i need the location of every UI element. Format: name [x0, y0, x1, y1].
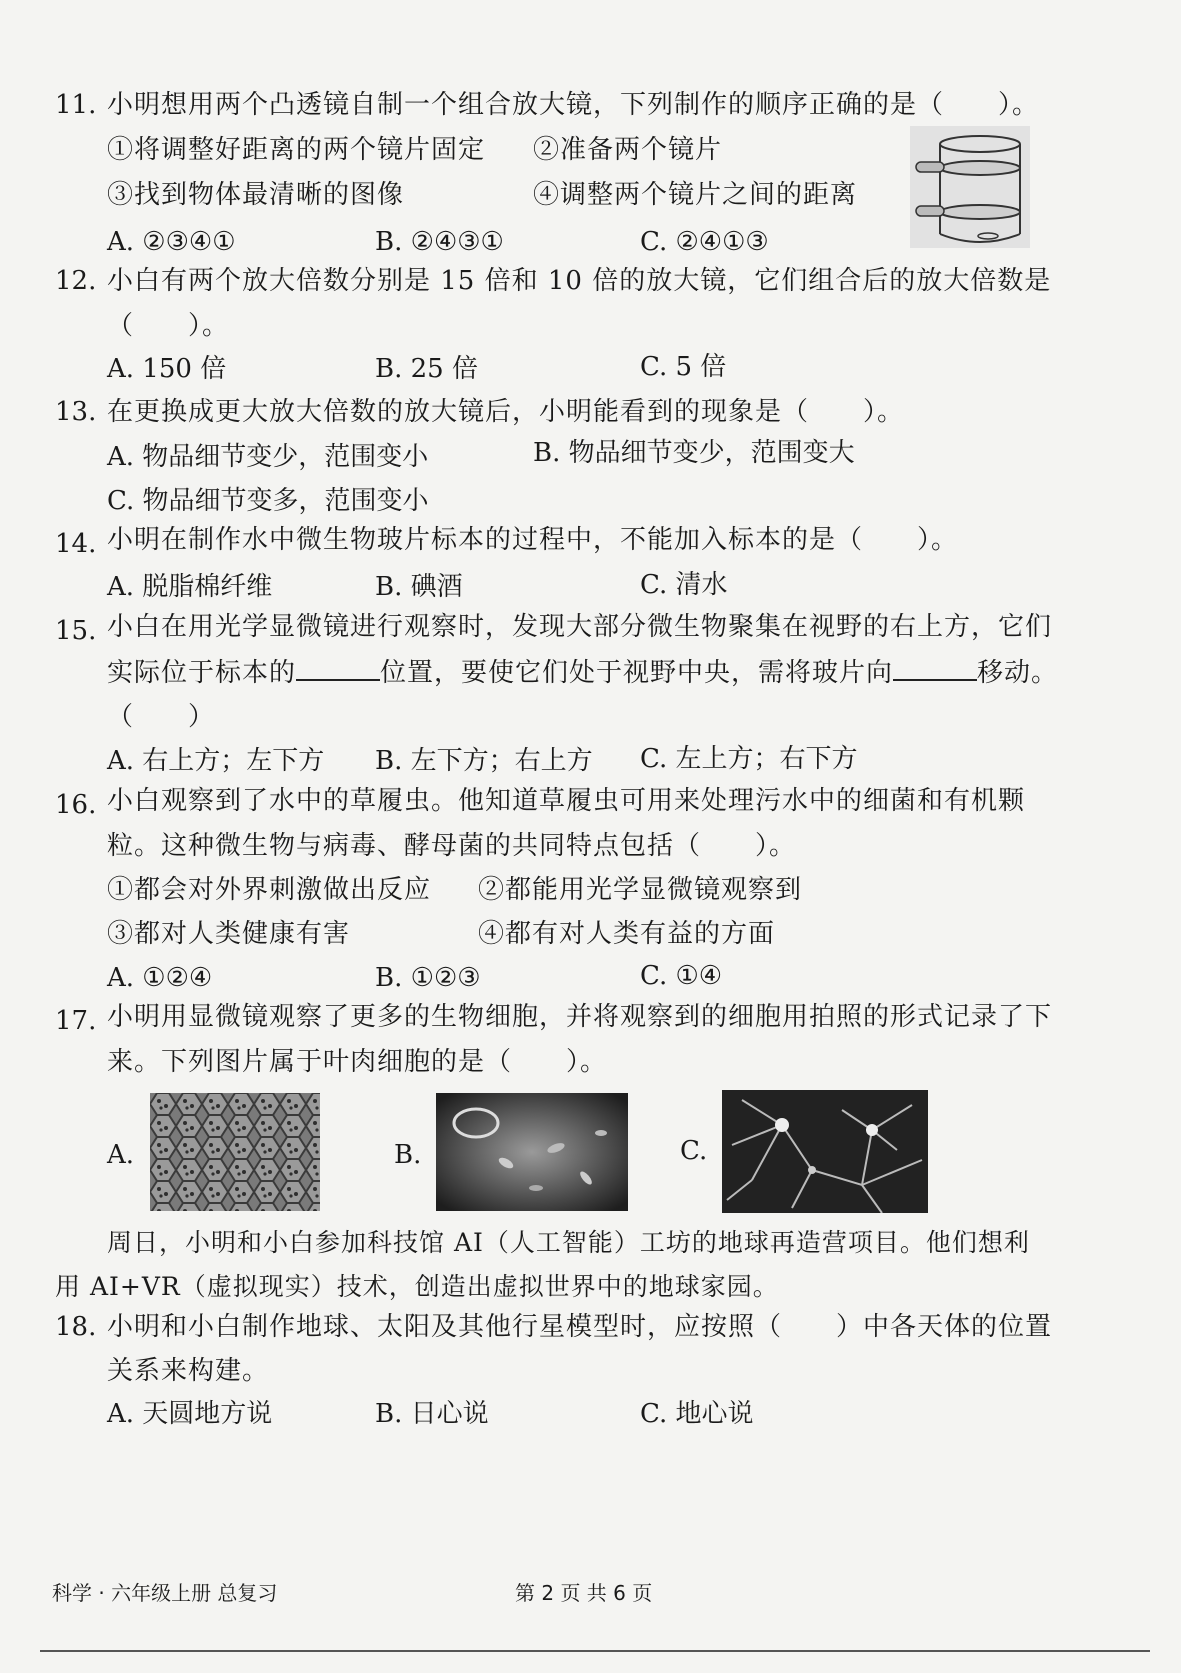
q12-number: 12.: [55, 266, 97, 296]
q18-number: 18.: [55, 1312, 97, 1342]
q14-option-b[interactable]: B. 碘酒: [375, 572, 463, 602]
q11-option-c[interactable]: C. ②④①③: [640, 227, 769, 257]
q11-number: 11.: [55, 90, 97, 120]
q17-image-c-neurons[interactable]: [722, 1090, 928, 1213]
q13-option-b[interactable]: B. 物品细节变少，范围变大: [533, 438, 855, 468]
q17-stem-line2: 来。下列图片属于叶肉细胞的是（ ）。: [107, 1047, 608, 1077]
q11-step-3: ③找到物体最清晰的图像: [107, 180, 405, 210]
q15-stem-line3: （ ）: [107, 702, 216, 732]
q11-step-4: ④调整两个镜片之间的距离: [533, 180, 858, 210]
q15-option-b[interactable]: B. 左下方；右上方: [375, 746, 593, 776]
q12-stem-line2: （ ）。: [107, 311, 230, 341]
q16-stem-line1: 小白观察到了水中的草履虫。他知道草履虫可用来处理污水中的细菌和有机颗: [107, 786, 1026, 816]
q15-stem-part-a: 实际位于标本的: [107, 658, 297, 688]
q17-image-b-microbes[interactable]: [436, 1093, 628, 1211]
q12-stem-line1: 小白有两个放大倍数分别是 15 倍和 10 倍的放大镜，它们组合后的放大倍数是: [107, 266, 1052, 296]
q14-option-a[interactable]: A. 脱脂棉纤维: [107, 572, 273, 602]
q16-option-a[interactable]: A. ①②④: [107, 963, 213, 993]
q16-step-2: ②都能用光学显微镜观察到: [478, 875, 803, 905]
q17-stem-line1: 小明用显微镜观察了更多的生物细胞，并将观察到的细胞用拍照的形式记录了下: [107, 1002, 1053, 1032]
q18-option-a[interactable]: A. 天圆地方说: [107, 1399, 273, 1429]
bottom-edge-line: [40, 1650, 1150, 1652]
q11-stem: 小明想用两个凸透镜自制一个组合放大镜，下列制作的顺序正确的是（ ）。: [107, 90, 1040, 120]
q13-option-c[interactable]: C. 物品细节变多，范围变小: [107, 486, 429, 516]
lens-cylinder-illustration: [910, 126, 1030, 248]
q18-stem-line1: 小明和小白制作地球、太阳及其他行星模型时，应按照（ ）中各天体的位置: [107, 1312, 1053, 1342]
intro-line2: 用 AI+VR（虚拟现实）技术，创造出虚拟世界中的地球家园。: [55, 1272, 779, 1301]
q14-number: 14.: [55, 529, 97, 559]
q11-step-2: ②准备两个镜片: [533, 135, 723, 165]
q15-stem-part-c: 移动。: [977, 658, 1059, 688]
q17-image-a-leaf-cells[interactable]: [150, 1093, 320, 1211]
q11-option-a[interactable]: A. ②③④①: [107, 227, 236, 257]
q16-option-c[interactable]: C. ①④: [640, 961, 723, 991]
q13-number: 13.: [55, 397, 97, 427]
q16-stem-line2: 粒。这种微生物与病毒、酵母菌的共同特点包括（ ）。: [107, 831, 797, 861]
footer-page-number: 第 2 页 共 6 页: [515, 1581, 653, 1605]
q11-option-b[interactable]: B. ②④③①: [375, 227, 504, 257]
q12-option-c[interactable]: C. 5 倍: [640, 352, 727, 382]
q15-blank-2[interactable]: [893, 655, 977, 681]
q14-option-c[interactable]: C. 清水: [640, 570, 728, 600]
q15-blank-1[interactable]: [296, 655, 380, 681]
q16-option-b[interactable]: B. ①②③: [375, 963, 481, 993]
intro-line1: 周日，小明和小白参加科技馆 AI（人工智能）工坊的地球再造营项目。他们想利: [107, 1228, 1030, 1257]
q15-stem-line1: 小白在用光学显微镜进行观察时，发现大部分微生物聚集在视野的右上方，它们: [107, 612, 1053, 642]
q16-step-1: ①都会对外界刺激做出反应: [107, 875, 432, 905]
q15-option-a[interactable]: A. 右上方；左下方: [107, 746, 325, 776]
q16-number: 16.: [55, 790, 97, 820]
q13-option-a[interactable]: A. 物品细节变少，范围变小: [107, 442, 429, 472]
q14-stem: 小明在制作水中微生物玻片标本的过程中，不能加入标本的是（ ）。: [107, 525, 959, 555]
q15-stem-part-b: 位置，要使它们处于视野中央，需将玻片向: [380, 658, 894, 688]
q18-option-c[interactable]: C. 地心说: [640, 1399, 754, 1429]
q13-stem: 在更换成更大放大倍数的放大镜后，小明能看到的现象是（ ）。: [107, 397, 905, 427]
q17-option-a-label[interactable]: A.: [107, 1140, 135, 1170]
q18-option-b[interactable]: B. 日心说: [375, 1399, 489, 1429]
q16-step-4: ④都有对人类有益的方面: [478, 919, 776, 949]
q17-number: 17.: [55, 1006, 97, 1036]
q15-number: 15.: [55, 616, 97, 646]
q12-option-b[interactable]: B. 25 倍: [375, 354, 478, 384]
q18-stem-line2: 关系来构建。: [107, 1356, 270, 1386]
footer-subject: 科学 · 六年级上册 总复习: [52, 1581, 278, 1605]
q17-option-c-label[interactable]: C.: [680, 1136, 708, 1166]
q15-stem-line2: [107, 655, 1058, 690]
q15-option-c[interactable]: C. 左上方；右下方: [640, 744, 858, 774]
q16-step-3: ③都对人类健康有害: [107, 919, 351, 949]
q11-step-1: ①将调整好距离的两个镜片固定: [107, 135, 486, 165]
q12-option-a[interactable]: A. 150 倍: [107, 354, 227, 384]
q17-option-b-label[interactable]: B.: [394, 1140, 422, 1170]
